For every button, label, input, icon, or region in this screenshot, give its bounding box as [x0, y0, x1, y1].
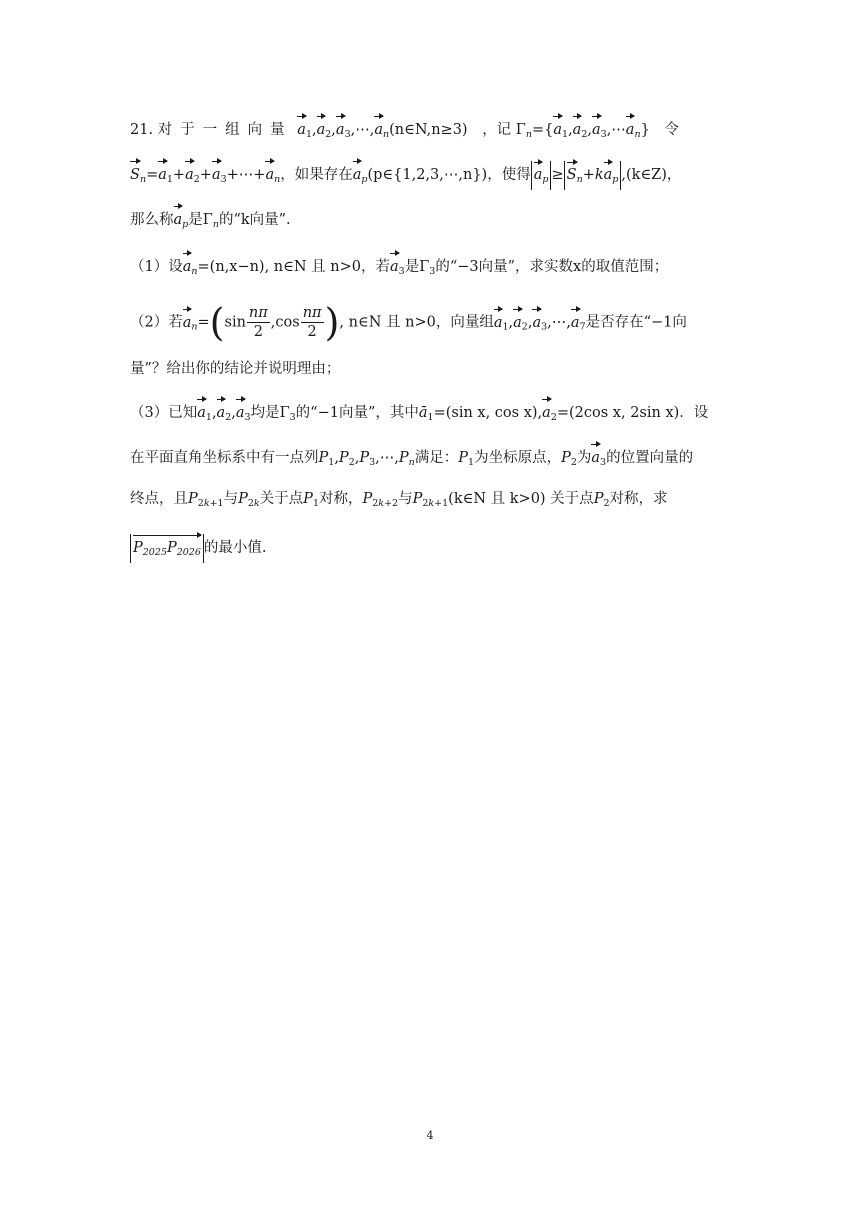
- then-call: 那么称: [130, 212, 174, 228]
- part3-satisfy: 满足：: [414, 450, 459, 466]
- problem-line-1: [130, 115, 732, 146]
- problem-number: 21.: [130, 122, 154, 138]
- part3-minimum: 的最小值.: [203, 540, 267, 556]
- part2-label: （2）若: [130, 314, 183, 331]
- distance-expression: $P_{2025}P_{2026}$: [130, 534, 204, 563]
- inequality: $a_p \ge S_n+ka_p$: [531, 167, 622, 183]
- part3-k-condition: (k∈N 且 k>0) 关于点: [448, 491, 594, 507]
- problem-line-3: 那么称$a_p$是$\Gamma_n$的“k向量”.: [130, 205, 732, 236]
- part2-line-2: [130, 358, 732, 380]
- a1-definition: =(sin x, cos x),: [433, 405, 543, 421]
- part3-about-point: 关于点: [259, 491, 304, 507]
- part3-quote: 的“−1向量”，其中: [295, 405, 419, 421]
- part3-origin: 为坐标原点，: [474, 450, 562, 466]
- k-vector-term: “k向量”.: [233, 212, 291, 228]
- sin-text: sin: [224, 314, 246, 331]
- gamma-set: $\Gamma_n=\{a_1,a_2,a_3,\cdots a_n\}$: [516, 122, 650, 138]
- part3-line-2: 在平面直角坐标系中有一点列$P_1,P_2,P_3,\cdots,P_n$满足：$P_1$为坐标原点，$P_2$为$a_3$的位置向量的: [130, 443, 732, 474]
- fraction-n-pi-over-2-b: $\frac{n\pi}{2}$: [302, 305, 322, 340]
- exists-text: 如果存在: [294, 167, 353, 183]
- part3-both: 均是: [250, 405, 280, 421]
- of-word: 的: [218, 212, 234, 228]
- ling-word: 令: [664, 122, 679, 138]
- part2-continuation: 量”？给出你的结论并说明理由；: [130, 361, 341, 377]
- k-condition: ,(k∈Z)，: [621, 167, 682, 183]
- part2-condition: , n∈N 且 n>0，向量组: [339, 314, 494, 331]
- part1-label: （1）设: [130, 259, 183, 275]
- problem-intro: 对于一组向量: [157, 122, 293, 138]
- part3-line-4: [130, 534, 732, 563]
- part3-endpoint: 终点，且: [130, 491, 188, 507]
- part3-line-1: （3）已知$a_1,a_2,a_3$均是$\Gamma_3$的“−1向量”，其中$ā_1=(\sin$ x, $\cos x),a_2=(2\cos$ x, 2sin x)．设: [130, 398, 732, 429]
- part3-symmetric: 对称，: [318, 491, 363, 507]
- equals-sign: =: [197, 314, 210, 331]
- problem-line-2: $S_n=a_1+a_2+a_3+\cdots+a_n$，如果存在$a_p(p\in\{1,2,3,\cdots,n\})$，使得 $a_p \ge S_n+ka_p$ ,(k∈Z)，: [130, 160, 732, 191]
- sum-definition: $S_n=a_1+a_2+a_3+\cdots+a_n$: [130, 167, 280, 183]
- p-condition: (p∈{1,2,3,⋯,n}): [367, 167, 488, 183]
- is-word: 是: [188, 212, 203, 228]
- part1-is: 是: [404, 259, 420, 275]
- sequence-condition: (n∈N,n≥3): [389, 122, 468, 138]
- part3-point-sequence-intro: 在平面直角坐标系中有一点列: [130, 450, 319, 466]
- such-that: ，使得: [487, 167, 531, 183]
- part3-line-3: 终点，且$P_{2k+1}$与$P_{2k}$关于点$P_1$对称，$P_{2k+2}$与$P_{2k+1}(k\in N$ 且 k>0) 关于点$P_2$对称，求: [130, 491, 668, 509]
- part3-and: 与: [223, 491, 239, 507]
- part3-find: 对称，求: [609, 491, 668, 507]
- part1-question: 的“−3向量”，求实数x的取值范围；: [435, 259, 669, 275]
- part2-ask: 是否存在“−1向: [585, 314, 687, 331]
- part3-position-vector: 的位置向量的: [606, 450, 694, 466]
- part1-line: （1）设$a_n=(n,x-n)$, n∈N 且 n>0，若$a_3$是$\Gamma_3$的“−3向量”，求实数x的取值范围；: [130, 252, 732, 283]
- part1-definition: =(n,x−n), n∈N 且 n>0，若: [197, 259, 391, 275]
- vector-sequence: $a_1,a_2,a_3,\cdots,a_n$: [297, 122, 389, 138]
- cos-text: cos: [275, 314, 300, 331]
- a2-definition: =(2cos x, 2sin x)．设: [556, 405, 709, 421]
- part3-label: （3）已知: [130, 405, 198, 421]
- note-label: ，记: [482, 122, 512, 138]
- part3-as: 为: [576, 450, 592, 466]
- fraction-n-pi-over-2: $\frac{n\pi}{2}$: [248, 305, 268, 340]
- page-number: 4: [426, 1129, 434, 1142]
- part2-line-1: （2）若$a_n=(\sin$ $\frac{n\pi}{2}$ ,cos $\frac{n\pi}{2}$ ), n∈N 且 n>0，向量组$a_1,a_2,a_3,\cdots,a_7$是否存在“−1向: [130, 300, 687, 345]
